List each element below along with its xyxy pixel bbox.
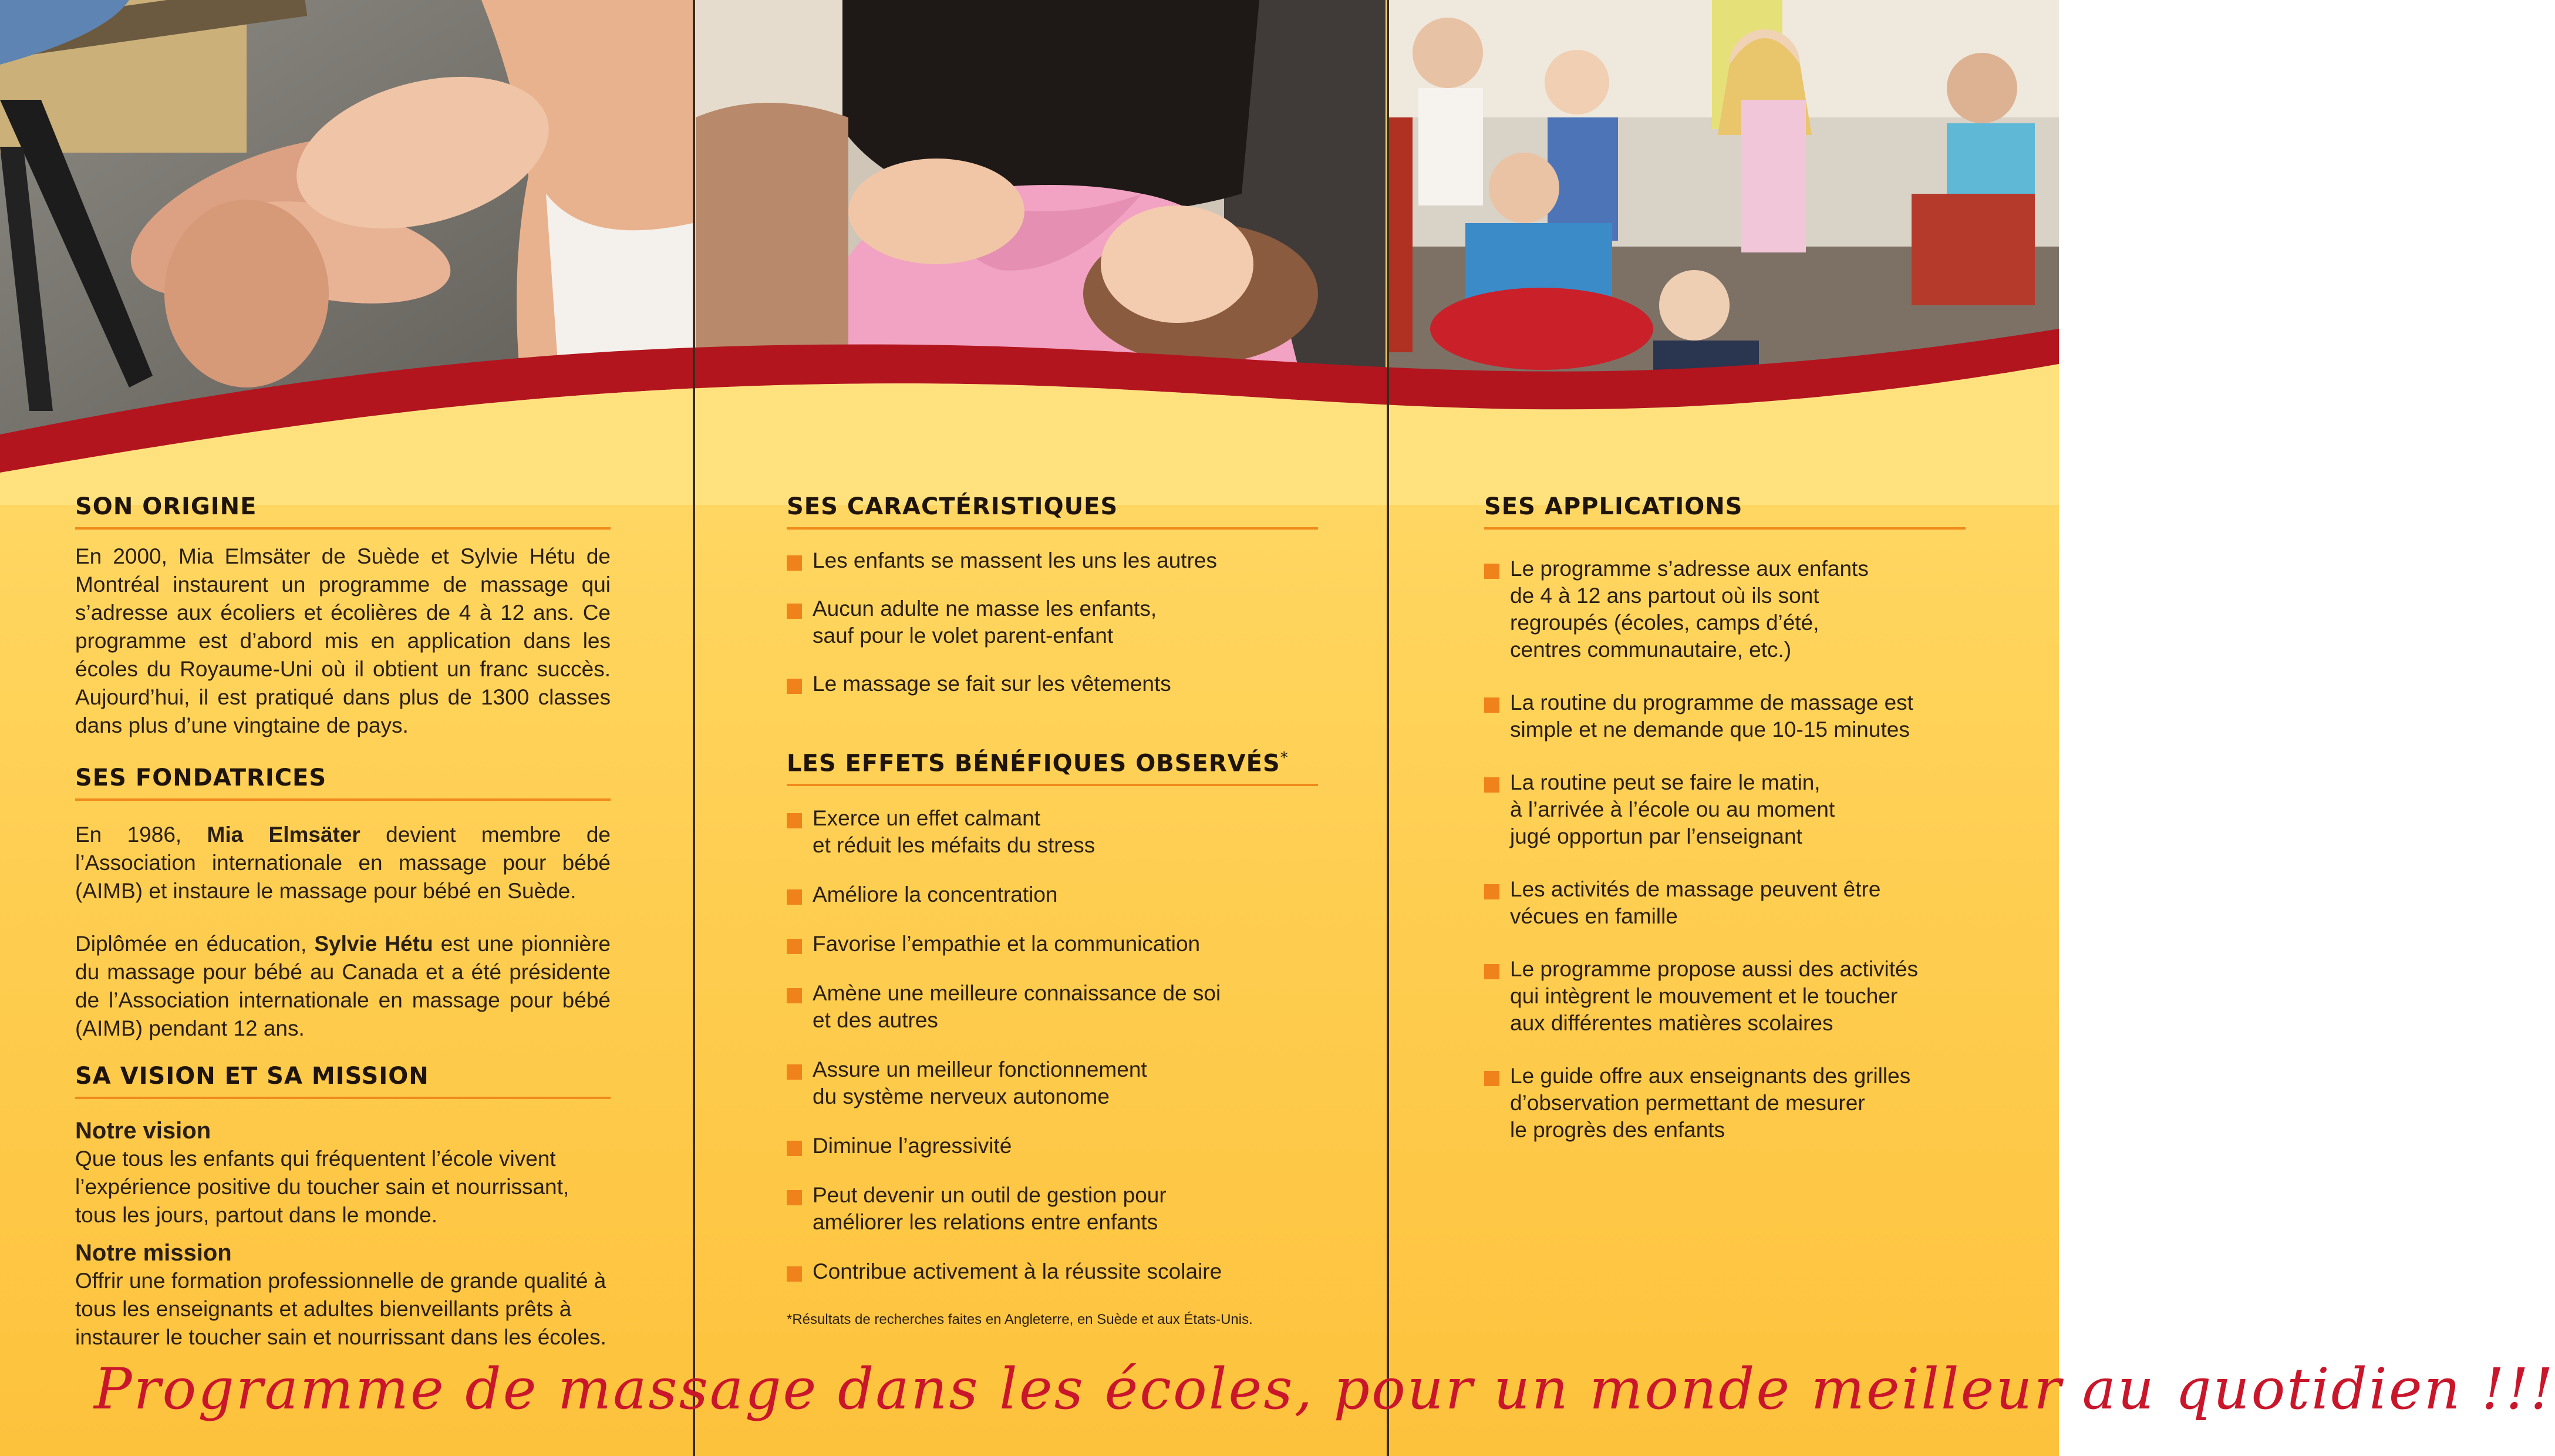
slogan: Programme de massage dans les écoles, pour un monde meilleur au quotidien !!!: [94, 1356, 2555, 1422]
founders-paragraph-1: En 1986, Mia Elmsäter devient membre de l’Association internationale en massage pour bébé (AIMB) et instaure le massage pour bébé en Suède.: [75, 823, 611, 903]
application-item-text: Les activités de massage peuvent être vécues en famille: [1510, 877, 1881, 928]
application-item-text: La routine peut se faire le matin, à l’arrivée à l’école ou au moment jugé opportun par l’enseignant: [1510, 770, 1835, 848]
origin-text: En 2000, Mia Elmsäter de Suède et Sylvie Hétu de Montréal instaurent un programme de massage qui s’adresse aux écoliers et écolières de 4 à 12 ans. Ce programme est d’abord mis en application dans les écoles du Royaume-Uni où il obtient un franc succès. Aujourd’hui, il est pratiqué dans plus de 1300 classes dans plus d’une vingtaine de pays.: [75, 544, 611, 737]
application-item: [1484, 876, 1966, 930]
effect-item-text: Favorise l’empathie et la communication: [813, 932, 1201, 956]
orange-square-bullet-icon: [1484, 697, 1499, 713]
orange-square-bullet-icon: [787, 939, 802, 954]
orange-square-bullet-icon: [787, 1064, 802, 1080]
orange-square-bullet-icon: [787, 555, 802, 571]
application-item: [1484, 956, 1966, 1037]
vision-label: Notre vision: [75, 1118, 211, 1144]
column-middle: [787, 493, 1318, 1329]
vision-title: SA VISION ET SA MISSION: [75, 1063, 611, 1099]
effect-item: [787, 1133, 1318, 1160]
effect-item: [787, 1182, 1318, 1236]
characteristics-title: SES CARACTÉRISTIQUES: [787, 493, 1318, 530]
column-left: [75, 493, 611, 1351]
applications-list: [1484, 555, 1966, 1144]
column-divider-left: [693, 0, 695, 1456]
application-item-text: Le guide offre aux enseignants des grilles d’observation permettant de mesurer le progrès des enfants: [1510, 1064, 1911, 1142]
application-item-text: La routine du programme de massage est simple et ne demande que 10-15 minutes: [1510, 690, 1913, 742]
orange-square-bullet-icon: [1484, 884, 1499, 899]
red-wave-band: [0, 329, 2059, 505]
effect-item-text: Assure un meilleur fonctionnement du système nerveux autonome: [813, 1057, 1147, 1109]
founders-paragraph-2: Diplômée en éducation, Sylvie Hétu est une pionnière du massage pour bébé au Canada et a été présidente de l’Association internationale en massage pour bébé (AIMB) pendant 12 ans.: [75, 932, 611, 1040]
orange-square-bullet-icon: [787, 1190, 802, 1205]
orange-square-bullet-icon: [787, 679, 802, 694]
orange-square-bullet-icon: [787, 1141, 802, 1156]
characteristic-item: [787, 670, 1318, 697]
effect-item-text: Améliore la concentration: [813, 882, 1058, 907]
origin-title: SON ORIGINE: [75, 493, 611, 530]
characteristic-item: [787, 595, 1318, 649]
application-item: [1484, 769, 1966, 850]
effects-title: LES EFFETS BÉNÉFIQUES OBSERVÉS*: [787, 749, 1318, 786]
application-item: [1484, 555, 1966, 663]
characteristics-list: [787, 547, 1318, 697]
column-divider-right: [1387, 0, 1389, 1456]
orange-square-bullet-icon: [1484, 564, 1499, 579]
founders-title: SES FONDATRICES: [75, 764, 611, 801]
effect-item-text: Contribue activement à la réussite scolaire: [813, 1259, 1222, 1284]
orange-square-bullet-icon: [787, 1266, 802, 1282]
application-item-text: Le programme s’adresse aux enfants de 4 à 12 ans partout où ils sont regroupés (écoles, camps d’été, centres communautaire, etc.): [1510, 557, 1869, 662]
characteristic-item: [787, 547, 1318, 574]
orange-square-bullet-icon: [787, 813, 802, 828]
effect-item-text: Amène une meilleure connaissance de soi et des autres: [813, 981, 1221, 1033]
orange-square-bullet-icon: [1484, 1071, 1499, 1086]
column-right: [1484, 493, 1966, 1144]
mission-text: Offrir une formation professionnelle de grande qualité à tous les enseignants et adultes bienveillants prêts à instaurer le toucher sain et nourrissant dans les écoles.: [75, 1269, 606, 1349]
effects-list: [787, 805, 1318, 1285]
application-item: [1484, 689, 1966, 743]
mission-label: Notre mission: [75, 1240, 232, 1266]
characteristic-item-text: Aucun adulte ne masse les enfants, sauf pour le volet parent-enfant: [813, 596, 1157, 648]
effects-footnote-mark: *: [1280, 749, 1289, 767]
effect-item: [787, 1258, 1318, 1285]
effect-item-text: Exerce un effet calmant et réduit les méfaits du stress: [813, 806, 1096, 858]
application-item: [1484, 1063, 1966, 1144]
vision-text: Que tous les enfants qui fréquentent l’école vivent l’expérience positive du toucher sain et nourrissant, tous les jours, partout dans le monde.: [75, 1147, 569, 1227]
characteristic-item-text: Le massage se fait sur les vêtements: [813, 672, 1171, 696]
effect-item: [787, 931, 1318, 958]
application-item-text: Le programme propose aussi des activités qui intègrent le mouvement et le toucher aux différentes matières scolaires: [1510, 957, 1919, 1035]
characteristic-item-text: Les enfants se massent les uns les autres: [813, 548, 1217, 572]
orange-square-bullet-icon: [787, 988, 802, 1003]
orange-square-bullet-icon: [787, 889, 802, 905]
founder-name-sylvie: Sylvie Hétu: [314, 932, 433, 956]
orange-square-bullet-icon: [1484, 777, 1499, 793]
orange-square-bullet-icon: [787, 604, 802, 619]
effect-item: [787, 1056, 1318, 1110]
founder-name-mia: Mia Elmsäter: [207, 823, 360, 847]
effect-item-text: Diminue l’agressivité: [813, 1134, 1012, 1158]
applications-title: SES APPLICATIONS: [1484, 493, 1966, 530]
effect-item: [787, 881, 1318, 908]
effects-footnote: *Résultats de recherches faites en Angleterre, en Suède et aux États-Unis.: [787, 1312, 1253, 1328]
effect-item: [787, 805, 1318, 859]
effect-item: [787, 980, 1318, 1034]
orange-square-bullet-icon: [1484, 964, 1499, 979]
effect-item-text: Peut devenir un outil de gestion pour améliorer les relations entre enfants: [813, 1183, 1167, 1235]
